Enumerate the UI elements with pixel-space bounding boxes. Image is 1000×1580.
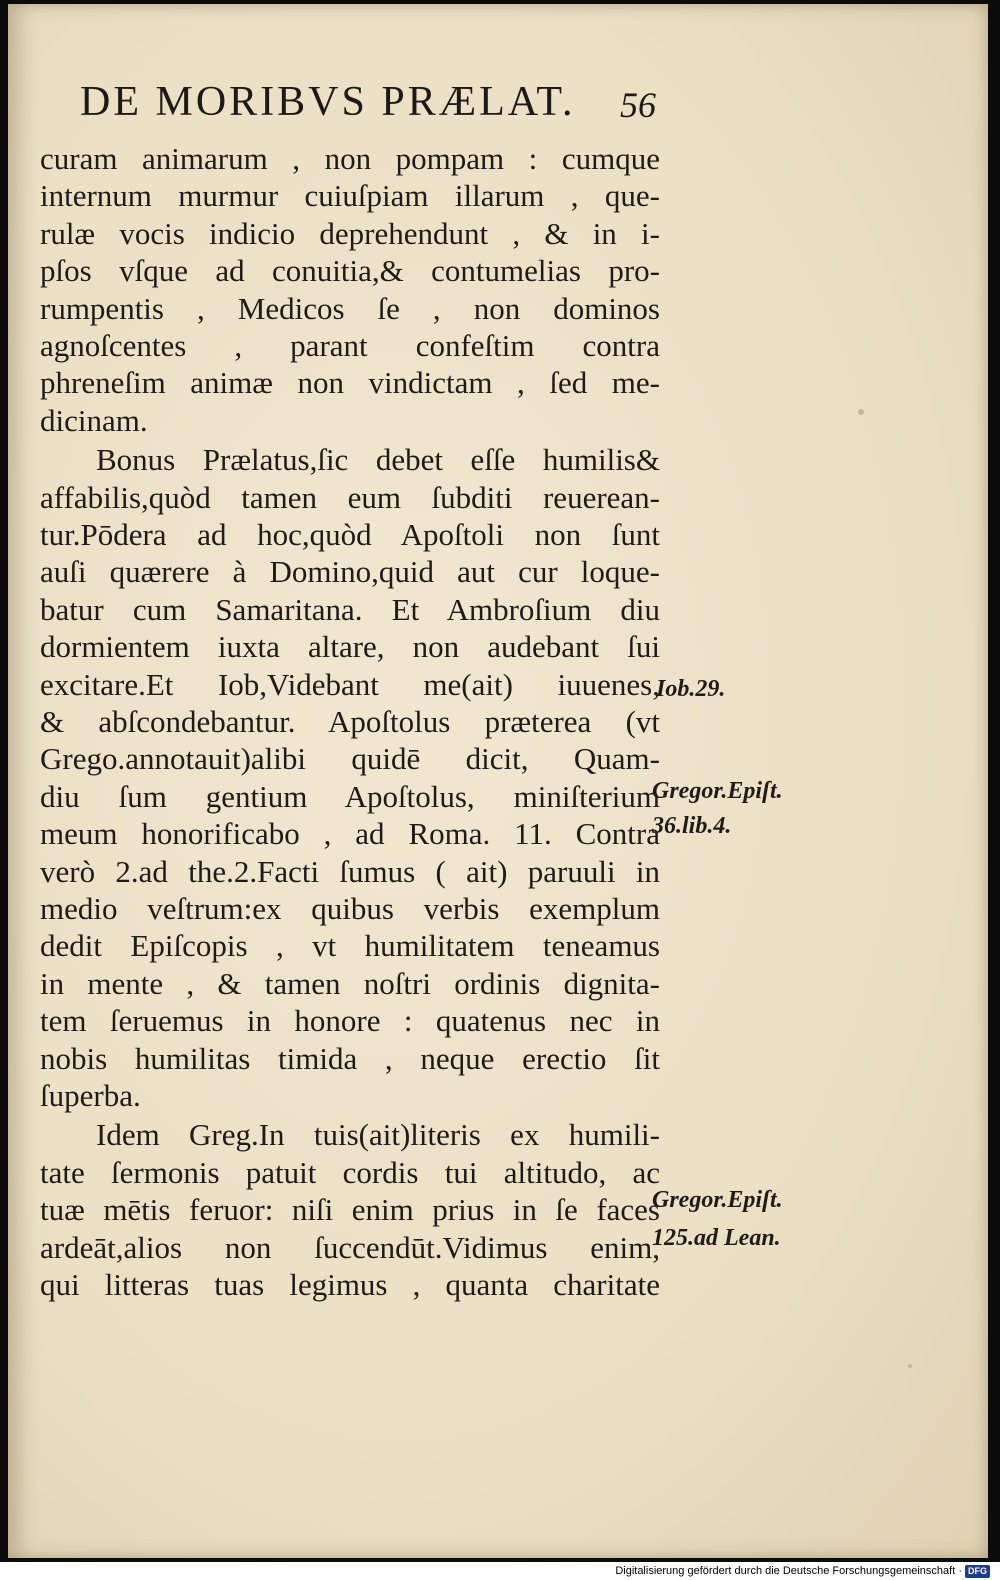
text-line: affabilis,quòd tamen eum ſubditi reuerean-: [40, 479, 660, 515]
text-line: in mente , & tamen noſtri ordinis dignita-: [40, 965, 660, 1001]
text-line: ſuperba.: [40, 1078, 141, 1113]
text-line: pſos vſque ad conuitia,& contumelias pro-: [40, 253, 660, 289]
text-line: auſi quærere à Domino,quid aut cur loque-: [40, 554, 660, 590]
paper-spot: [858, 409, 864, 415]
text-line: rulæ vocis indicio deprehendunt , & in i-: [40, 215, 660, 251]
text-line: & abſcondebantur. Apoſtolus præterea (vt: [40, 704, 660, 739]
page-number: 56: [620, 85, 656, 125]
text-line: dicinam.: [40, 402, 148, 438]
text-line: tate ſermonis patuit cordis tui altitudo, ac: [40, 1154, 660, 1190]
text-line: phreneſim animæ non vindictam , ſed me-: [40, 365, 660, 401]
text-line: Bonus Prælatus,ſic debet eſſe humilis&: [96, 442, 660, 478]
text-line: tur.Pōdera ad hoc,quòd Apoſtoli non ſunt: [40, 517, 660, 552]
margin-note-gregory-1: Gregor.Epiſt.: [652, 778, 783, 804]
text-line: rumpentis , Medicos ſe , non dominos: [40, 290, 660, 326]
text-line: Idem Greg.In tuis(ait)literis ex humili-: [96, 1117, 660, 1153]
running-head: DE MORIBVS PRÆLAT.: [80, 79, 576, 125]
text-line: verò 2.ad the.2.Facti ſumus ( ait) paruuli in: [40, 853, 660, 889]
text-line: Grego.annotauit)alibi quidē dicit, Quam-: [40, 741, 660, 777]
text-line: medio veſtrum:ex quibus verbis exemplum: [40, 891, 660, 926]
margin-note-job: Iob.29.: [656, 676, 726, 702]
text-line: dormientem iuxta altare, non audebant ſui: [40, 629, 660, 665]
text-line: tem ſeruemus in honore : quatenus nec in: [40, 1003, 660, 1039]
credit-text: Digitalisierung gefördert durch die Deutsche Forschungsgemeinschaft ·: [615, 1565, 962, 1577]
text-line: batur cum Samaritana. Et Ambroſium diu: [40, 591, 660, 627]
margin-note-gregory-1-ref: 36.lib.4.: [652, 813, 732, 839]
text-line: diu ſum gentium Apoſtolus, miniſterium: [40, 778, 660, 814]
text-line: ardeāt,alios non ſuccendūt.Vidimus enim,: [40, 1229, 660, 1265]
text-line: agnoſcentes , parant confeſtim contra: [40, 328, 660, 363]
margin-note-gregory-2: Gregor.Epiſt.: [652, 1187, 783, 1213]
text-line: curam animarum , non pompam : cumque: [40, 141, 660, 176]
digitization-credit: [615, 1563, 990, 1580]
text-line: meum honorificabo , ad Roma. 11. Contra: [40, 816, 660, 852]
text-line: excitare.Et Iob,Videbant me(ait) iuuenes,: [40, 666, 660, 702]
margin-note-gregory-2-ref: 125.ad Lean.: [652, 1225, 781, 1251]
text-line: dedit Epiſcopis , vt humilitatem teneamus: [40, 928, 660, 964]
paper-spot: [908, 1364, 912, 1368]
text-line: qui litteras tuas legimus , quanta charitate: [40, 1267, 660, 1302]
text-line: tuæ mētis feruor: niſi enim prius in ſe faces: [40, 1192, 660, 1228]
dfg-logo: DFG: [965, 1565, 990, 1578]
text-line: internum murmur cuiuſpiam illarum , que-: [40, 178, 660, 214]
text-line: nobis humilitas timida , neque erectio ſit: [40, 1040, 660, 1076]
